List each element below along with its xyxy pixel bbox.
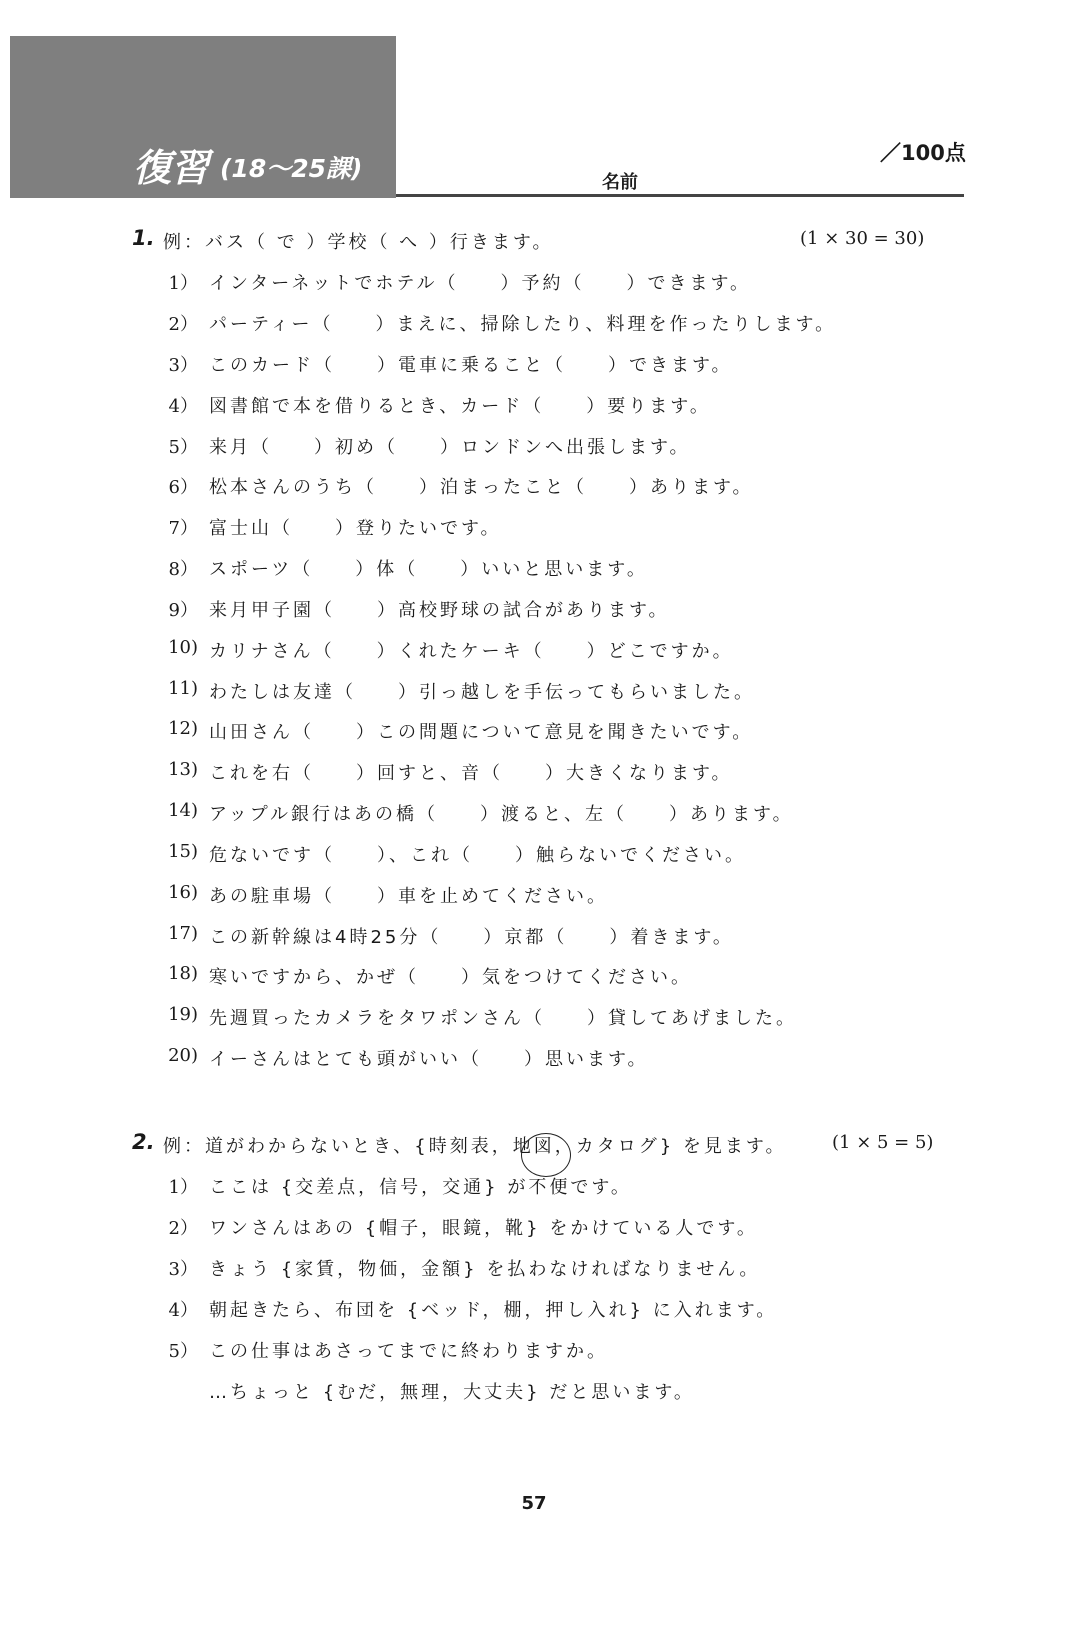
q1-item-text: 来月（ ）初め（ ）ロンドンへ出張します。 <box>209 437 691 458</box>
q1-item-number: 2） <box>168 314 198 335</box>
question-1-points: (1 × 30 = 30) <box>800 228 925 249</box>
q2-item-text: 朝起きたら、布団を {ベッド，棚，押し入れ} に入れます。 <box>209 1300 778 1321</box>
question-2-points: (1 × 5 = 5) <box>832 1132 934 1153</box>
score-label: ／100点 <box>880 141 966 165</box>
q1-item-number: 16) <box>168 882 198 903</box>
q1-item-number: 15) <box>168 841 198 862</box>
q1-item-number: 9） <box>168 600 198 621</box>
q1-item-text: 図書館で本を借りるとき、カード（ ）要ります。 <box>209 396 711 417</box>
question-2-example: 例：道がわからないとき、{時刻表，地図，カタログ} を見ます。 <box>163 1136 787 1157</box>
q1-item-number: 11) <box>168 678 198 699</box>
q2-item-text: この仕事はあさってまでに終わりますか。 <box>209 1341 608 1362</box>
q1-item-number: 14) <box>168 800 198 821</box>
q2-item-number: 3） <box>168 1259 198 1280</box>
answer-circle <box>521 1133 571 1177</box>
lesson-range: (18～25課) <box>220 154 363 183</box>
question-2-number: 2. <box>132 1130 155 1154</box>
q1-item-text: パーティー（ ）まえに、掃除したり、料理を作ったりします。 <box>209 314 837 335</box>
q1-item-text: あの駐車場（ ）車を止めてください。 <box>209 886 608 907</box>
q1-item-text: わたしは友達（ ）引っ越しを手伝ってもらいました。 <box>209 682 755 703</box>
question-1-number: 1. <box>132 226 155 250</box>
q1-item-text: 危ないです（ ）、これ（ ）触らないでください。 <box>209 845 746 866</box>
q1-item-text: 寒いですから、かぜ（ ）気をつけてください。 <box>209 967 692 988</box>
q2-item-number: 2） <box>168 1218 198 1239</box>
q1-item-number: 13) <box>168 759 198 780</box>
q1-item-text: 先週買ったカメラをタワポンさん（ ）貸してあげました。 <box>209 1008 797 1029</box>
header-rule <box>396 194 964 197</box>
q1-item-text: このカード（ ）電車に乗ること（ ）できます。 <box>209 355 733 376</box>
q1-item-number: 6） <box>168 477 198 498</box>
q1-item-number: 18) <box>168 963 198 984</box>
q1-item-number: 12) <box>168 718 198 739</box>
q1-item-number: 20) <box>168 1045 198 1066</box>
q1-item-text: 来月甲子園（ ）高校野球の試合があります。 <box>209 600 670 621</box>
q1-item-number: 5） <box>168 437 198 458</box>
q1-item-number: 3） <box>168 355 198 376</box>
q2-item-number: 4） <box>168 1300 198 1321</box>
q1-item-number: 1） <box>168 273 198 294</box>
q1-item-number: 7） <box>168 518 198 539</box>
q1-item-number: 10) <box>168 637 198 658</box>
q2-item-text: きょう {家賃，物価，金額} を払わなければなりません。 <box>209 1259 761 1280</box>
q1-item-text: 山田さん（ ）この問題について意見を聞きたいです。 <box>209 722 754 743</box>
q1-item-text: スポーツ（ ）体（ ）いいと思います。 <box>209 559 648 580</box>
q1-item-text: 松本さんのうち（ ）泊まったこと（ ）あります。 <box>209 477 754 498</box>
q2-item-number: 1） <box>168 1177 198 1198</box>
q1-item-text: この新幹線は4時25分（ ）京都（ ）着きます。 <box>209 927 734 948</box>
q2-item-text: ここは {交差点，信号，交通} が不便です。 <box>209 1177 632 1198</box>
q1-item-text: インターネットでホテル（ ）予約（ ）できます。 <box>209 273 752 294</box>
q2-followup-text: …ちょっと {むだ，無理，大丈夫} だと思います。 <box>209 1382 695 1403</box>
q2-item-number: 5） <box>168 1341 198 1362</box>
q1-item-text: アップル銀行はあの橋（ ）渡ると、左（ ）あります。 <box>209 804 794 825</box>
q1-item-text: これを右（ ）回すと、音（ ）大きくなります。 <box>209 763 733 784</box>
q1-item-text: 富士山（ ）登りたいです。 <box>209 518 502 539</box>
question-1-example: 例：バス（ で ）学校（ へ ）行きます。 <box>163 232 554 253</box>
q1-item-number: 8） <box>168 559 198 580</box>
name-label: 名前 <box>602 172 638 193</box>
page-number: 57 <box>521 1493 547 1514</box>
q1-item-number: 4） <box>168 396 198 417</box>
page-title: 復習 <box>133 146 210 190</box>
q1-item-number: 17) <box>168 923 198 944</box>
q1-item-text: カリナさん（ ）くれたケーキ（ ）どこですか。 <box>209 641 734 662</box>
q1-item-number: 19) <box>168 1004 198 1025</box>
q1-item-text: イーさんはとても頭がいい（ ）思います。 <box>209 1049 649 1070</box>
q2-item-text: ワンさんはあの {帽子，眼鏡，靴} をかけている人です。 <box>209 1218 758 1239</box>
